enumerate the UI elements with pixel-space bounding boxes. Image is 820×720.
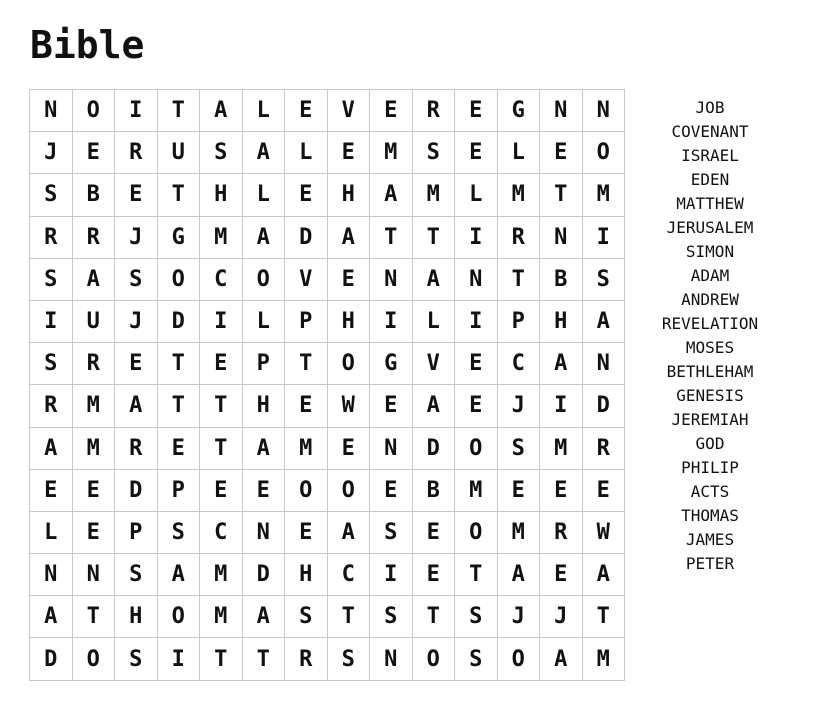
grid-cell[interactable]: M — [497, 174, 540, 216]
grid-cell[interactable]: A — [327, 216, 370, 258]
grid-cell[interactable]: O — [157, 596, 200, 638]
grid-cell[interactable]: N — [455, 258, 498, 300]
grid-cell[interactable]: E — [115, 343, 158, 385]
grid-cell[interactable]: U — [72, 300, 115, 342]
grid-cell[interactable]: A — [242, 596, 285, 638]
grid-cell[interactable]: A — [242, 216, 285, 258]
grid-cell[interactable]: N — [582, 343, 625, 385]
grid-cell[interactable]: A — [72, 258, 115, 300]
grid-cell[interactable]: L — [285, 132, 328, 174]
grid-cell[interactable]: H — [327, 300, 370, 342]
grid-cell[interactable]: I — [582, 216, 625, 258]
grid-cell[interactable]: C — [327, 554, 370, 596]
grid-cell[interactable]: S — [455, 638, 498, 680]
grid-cell[interactable]: T — [157, 385, 200, 427]
grid-cell[interactable]: N — [582, 90, 625, 132]
grid-row — [30, 554, 625, 596]
grid-cell[interactable]: H — [285, 554, 328, 596]
grid-cell[interactable]: J — [115, 216, 158, 258]
grid-cell[interactable]: O — [497, 638, 540, 680]
grid-cell[interactable]: I — [30, 300, 73, 342]
grid-cell[interactable]: R — [412, 90, 455, 132]
word-list-item: JEREMIAH — [671, 410, 749, 429]
grid-cell[interactable]: P — [242, 343, 285, 385]
grid-cell[interactable]: O — [72, 90, 115, 132]
grid-cell[interactable]: O — [242, 258, 285, 300]
grid-cell[interactable]: A — [157, 554, 200, 596]
grid-cell[interactable]: J — [115, 300, 158, 342]
grid-cell[interactable]: J — [497, 596, 540, 638]
grid-cell[interactable]: T — [157, 174, 200, 216]
grid-cell[interactable]: O — [157, 258, 200, 300]
word-list — [640, 96, 780, 576]
grid-row — [30, 596, 625, 638]
grid-cell[interactable]: O — [582, 132, 625, 174]
grid-cell[interactable]: S — [157, 511, 200, 553]
word-list-item: ADAM — [690, 266, 730, 285]
grid-cell[interactable]: E — [72, 511, 115, 553]
grid-cell[interactable]: N — [540, 216, 583, 258]
grid-cell[interactable]: L — [242, 300, 285, 342]
grid-cell[interactable]: O — [327, 469, 370, 511]
grid-cell[interactable]: H — [115, 596, 158, 638]
grid-cell[interactable]: A — [30, 427, 73, 469]
word-list-item: PHILIP — [681, 458, 739, 477]
grid-cell[interactable]: S — [30, 343, 73, 385]
grid-row — [30, 343, 625, 385]
grid-row — [30, 300, 625, 342]
grid-cell[interactable]: M — [497, 511, 540, 553]
grid-cell[interactable]: T — [242, 638, 285, 680]
grid-cell[interactable]: E — [285, 174, 328, 216]
grid-cell[interactable]: M — [200, 596, 243, 638]
grid-cell[interactable]: R — [72, 216, 115, 258]
grid-cell[interactable]: E — [327, 427, 370, 469]
grid-cell[interactable]: E — [412, 554, 455, 596]
grid-cell[interactable]: E — [285, 385, 328, 427]
grid-cell[interactable]: E — [497, 469, 540, 511]
grid-cell[interactable]: S — [455, 596, 498, 638]
word-list-item: MOSES — [685, 338, 735, 357]
grid-cell[interactable]: A — [497, 554, 540, 596]
grid-cell[interactable]: R — [115, 132, 158, 174]
grid-cell[interactable]: A — [115, 385, 158, 427]
grid-cell[interactable]: S — [115, 258, 158, 300]
grid-cell[interactable]: E — [30, 469, 73, 511]
word-list-item: GENESIS — [676, 386, 744, 405]
grid-cell[interactable]: R — [540, 511, 583, 553]
grid-cell[interactable]: G — [497, 90, 540, 132]
grid-cell[interactable]: B — [412, 469, 455, 511]
grid-cell[interactable]: B — [540, 258, 583, 300]
grid-cell[interactable]: T — [497, 258, 540, 300]
grid-row — [30, 174, 625, 216]
grid-cell[interactable]: P — [285, 300, 328, 342]
grid-cell[interactable]: L — [497, 132, 540, 174]
grid-cell[interactable]: T — [200, 385, 243, 427]
grid-cell[interactable]: T — [412, 596, 455, 638]
grid-cell[interactable]: M — [370, 132, 413, 174]
grid-cell[interactable]: J — [540, 596, 583, 638]
grid-cell[interactable]: R — [115, 427, 158, 469]
word-list-item: REVELATION — [661, 314, 759, 333]
grid-cell[interactable]: E — [242, 469, 285, 511]
grid-cell[interactable]: T — [327, 596, 370, 638]
grid-row — [30, 511, 625, 553]
word-list-item: GOD — [695, 434, 725, 453]
grid-cell[interactable]: P — [157, 469, 200, 511]
word-list-item: JAMES — [685, 530, 735, 549]
grid-cell[interactable]: T — [582, 596, 625, 638]
grid-cell[interactable]: T — [72, 596, 115, 638]
grid-row — [30, 132, 625, 174]
grid-cell[interactable]: V — [285, 258, 328, 300]
grid-cell[interactable]: E — [72, 132, 115, 174]
grid-cell[interactable]: U — [157, 132, 200, 174]
grid-cell[interactable]: W — [327, 385, 370, 427]
grid-cell[interactable]: E — [540, 469, 583, 511]
grid-cell[interactable]: I — [370, 554, 413, 596]
grid-cell[interactable]: H — [327, 174, 370, 216]
letter-grid — [29, 89, 625, 681]
grid-cell[interactable]: D — [412, 427, 455, 469]
grid-cell[interactable]: V — [327, 90, 370, 132]
grid-cell[interactable]: N — [370, 427, 413, 469]
grid-cell[interactable]: P — [497, 300, 540, 342]
word-list-item: BETHLEHAM — [666, 362, 754, 381]
grid-cell[interactable]: M — [582, 174, 625, 216]
grid-cell[interactable]: A — [412, 385, 455, 427]
grid-cell[interactable]: O — [327, 343, 370, 385]
grid-cell[interactable]: R — [285, 638, 328, 680]
grid-cell[interactable]: W — [582, 511, 625, 553]
grid-cell[interactable]: S — [370, 596, 413, 638]
grid-cell[interactable]: C — [200, 511, 243, 553]
grid-cell[interactable]: J — [497, 385, 540, 427]
word-list-item: THOMAS — [681, 506, 739, 525]
grid-cell[interactable]: G — [370, 343, 413, 385]
grid-cell[interactable]: E — [157, 427, 200, 469]
grid-cell[interactable]: E — [327, 132, 370, 174]
grid-cell[interactable]: E — [455, 132, 498, 174]
grid-cell[interactable]: A — [540, 638, 583, 680]
grid-cell[interactable]: H — [540, 300, 583, 342]
grid-cell[interactable]: J — [30, 132, 73, 174]
word-list-item: JOB — [695, 98, 725, 117]
grid-cell[interactable]: P — [115, 511, 158, 553]
grid-cell[interactable]: G — [157, 216, 200, 258]
grid-cell[interactable]: S — [115, 554, 158, 596]
grid-cell[interactable]: E — [285, 90, 328, 132]
grid-cell[interactable]: E — [72, 469, 115, 511]
grid-cell[interactable]: T — [157, 343, 200, 385]
grid-cell[interactable]: L — [30, 511, 73, 553]
word-list-item: ACTS — [690, 482, 730, 501]
grid-cell[interactable]: T — [200, 427, 243, 469]
grid-cell[interactable]: I — [370, 300, 413, 342]
grid-cell[interactable]: N — [370, 638, 413, 680]
grid-row — [30, 638, 625, 680]
grid-cell[interactable]: A — [540, 343, 583, 385]
grid-cell[interactable]: S — [30, 258, 73, 300]
grid-cell[interactable]: R — [497, 216, 540, 258]
grid-cell[interactable]: E — [455, 343, 498, 385]
grid-cell[interactable]: D — [30, 638, 73, 680]
grid-cell[interactable]: R — [30, 216, 73, 258]
grid-cell[interactable]: T — [200, 638, 243, 680]
grid-cell[interactable]: L — [455, 174, 498, 216]
grid-row — [30, 427, 625, 469]
grid-cell[interactable]: L — [242, 90, 285, 132]
grid-cell[interactable]: O — [412, 638, 455, 680]
grid-cell[interactable]: C — [497, 343, 540, 385]
grid-cell[interactable]: A — [370, 174, 413, 216]
grid-cell[interactable]: T — [455, 554, 498, 596]
grid-cell[interactable]: E — [200, 469, 243, 511]
grid-cell[interactable]: E — [412, 511, 455, 553]
grid-cell[interactable]: N — [72, 554, 115, 596]
grid-cell[interactable]: I — [540, 385, 583, 427]
word-list-item: PETER — [685, 554, 735, 573]
grid-cell[interactable]: S — [200, 132, 243, 174]
grid-cell[interactable]: E — [540, 132, 583, 174]
grid-cell[interactable]: A — [582, 300, 625, 342]
grid-cell[interactable]: E — [327, 258, 370, 300]
grid-cell[interactable]: I — [455, 216, 498, 258]
grid-cell[interactable]: D — [582, 385, 625, 427]
grid-cell[interactable]: L — [412, 300, 455, 342]
grid-cell[interactable]: E — [115, 174, 158, 216]
grid-row — [30, 90, 625, 132]
grid-cell[interactable]: S — [582, 258, 625, 300]
grid-cell[interactable]: T — [412, 216, 455, 258]
grid-cell[interactable]: A — [242, 427, 285, 469]
grid-cell[interactable]: E — [455, 90, 498, 132]
grid-cell[interactable]: A — [242, 132, 285, 174]
grid-cell[interactable]: A — [30, 596, 73, 638]
grid-cell[interactable]: C — [200, 258, 243, 300]
grid-cell[interactable]: L — [242, 174, 285, 216]
grid-cell[interactable]: S — [115, 638, 158, 680]
word-list-item: COVENANT — [671, 122, 749, 141]
grid-cell[interactable]: M — [72, 385, 115, 427]
grid-cell[interactable]: A — [200, 90, 243, 132]
grid-cell[interactable]: M — [285, 427, 328, 469]
grid-cell[interactable]: N — [30, 554, 73, 596]
grid-cell[interactable]: N — [370, 258, 413, 300]
grid-cell[interactable]: T — [370, 216, 413, 258]
word-list-item: JERUSALEM — [666, 218, 754, 237]
grid-cell[interactable]: E — [582, 469, 625, 511]
grid-cell[interactable]: T — [540, 174, 583, 216]
grid-cell[interactable]: T — [285, 343, 328, 385]
grid-cell[interactable]: M — [200, 554, 243, 596]
grid-cell[interactable]: E — [285, 511, 328, 553]
grid-cell[interactable]: D — [242, 554, 285, 596]
grid-cell[interactable]: A — [582, 554, 625, 596]
grid-cell[interactable]: H — [242, 385, 285, 427]
grid-row — [30, 469, 625, 511]
grid-cell[interactable]: H — [200, 174, 243, 216]
grid-cell[interactable]: A — [412, 258, 455, 300]
grid-cell[interactable]: I — [157, 638, 200, 680]
grid-cell[interactable]: E — [370, 385, 413, 427]
grid-cell[interactable]: R — [582, 427, 625, 469]
grid-cell[interactable]: B — [72, 174, 115, 216]
word-list-item: ANDREW — [681, 290, 739, 309]
grid-cell[interactable]: S — [327, 638, 370, 680]
grid-cell[interactable]: M — [200, 216, 243, 258]
grid-cell[interactable]: N — [540, 90, 583, 132]
grid-cell[interactable]: S — [30, 174, 73, 216]
word-list-item: ISRAEL — [681, 146, 739, 165]
word-list-item: SIMON — [685, 242, 735, 261]
grid-cell[interactable]: S — [370, 511, 413, 553]
grid-row — [30, 258, 625, 300]
grid-cell[interactable]: R — [30, 385, 73, 427]
grid-cell[interactable]: I — [455, 300, 498, 342]
grid-cell[interactable]: I — [200, 300, 243, 342]
grid-cell[interactable]: O — [455, 511, 498, 553]
grid-cell[interactable]: D — [115, 469, 158, 511]
grid-row — [30, 216, 625, 258]
grid-cell[interactable]: I — [115, 90, 158, 132]
grid-cell[interactable]: M — [582, 638, 625, 680]
grid-cell[interactable]: E — [200, 343, 243, 385]
grid-cell[interactable]: M — [72, 427, 115, 469]
grid-cell[interactable]: M — [455, 469, 498, 511]
grid-cell[interactable]: O — [285, 469, 328, 511]
grid-cell[interactable]: V — [412, 343, 455, 385]
word-list-item: EDEN — [690, 170, 730, 189]
grid-cell[interactable]: S — [285, 596, 328, 638]
grid-cell[interactable]: M — [412, 174, 455, 216]
puzzle-title: Bible — [30, 23, 145, 67]
word-list-item: MATTHEW — [676, 194, 744, 213]
grid-cell[interactable]: N — [242, 511, 285, 553]
grid-cell[interactable]: E — [540, 554, 583, 596]
grid-cell[interactable]: D — [157, 300, 200, 342]
grid-cell[interactable]: E — [370, 469, 413, 511]
grid-cell[interactable]: T — [157, 90, 200, 132]
grid-cell[interactable]: E — [455, 385, 498, 427]
grid-cell[interactable]: R — [72, 343, 115, 385]
grid-cell[interactable]: N — [30, 90, 73, 132]
grid-cell[interactable]: S — [497, 427, 540, 469]
grid-cell[interactable]: S — [412, 132, 455, 174]
grid-cell[interactable]: O — [455, 427, 498, 469]
grid-cell[interactable]: A — [327, 511, 370, 553]
grid-cell[interactable]: O — [72, 638, 115, 680]
grid-cell[interactable]: E — [370, 90, 413, 132]
grid-row — [30, 385, 625, 427]
grid-cell[interactable]: M — [540, 427, 583, 469]
grid-cell[interactable]: D — [285, 216, 328, 258]
